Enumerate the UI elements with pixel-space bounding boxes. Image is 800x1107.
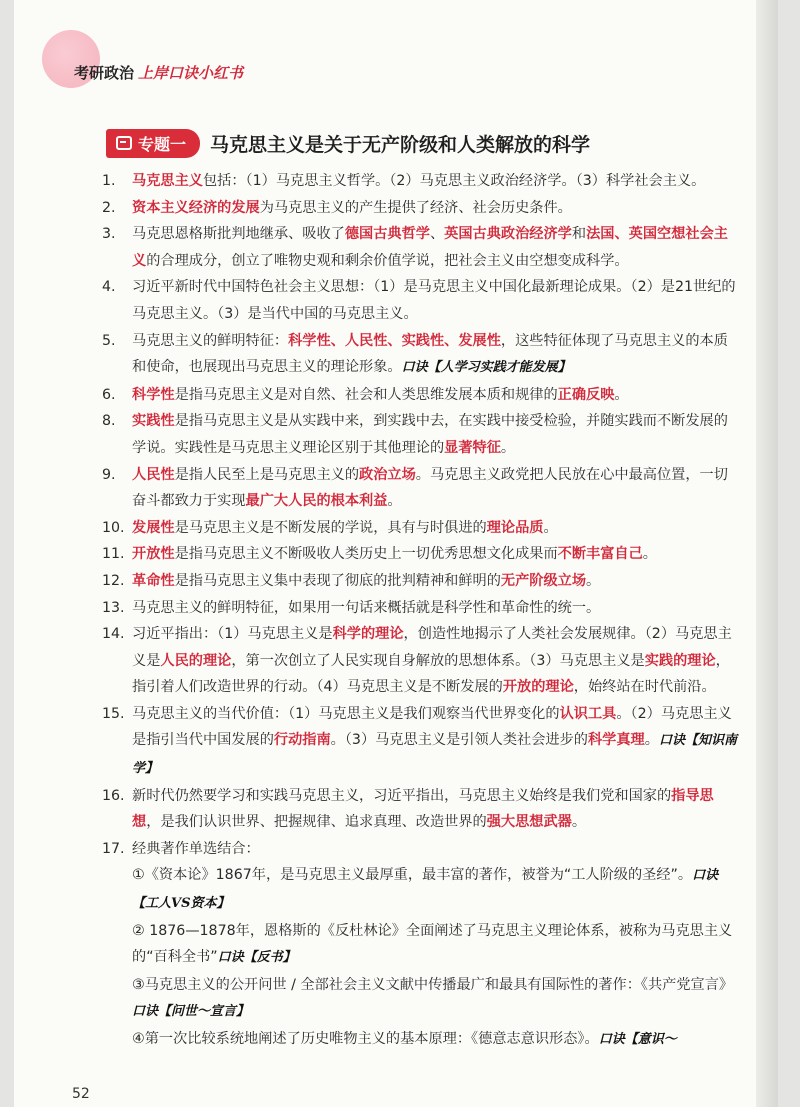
highlight-term: 最广大人民的根本利益 [245, 493, 388, 510]
highlight-term: 无产阶级立场 [500, 572, 587, 589]
item-number: 14. [102, 626, 125, 643]
text-run: 马克思主义的当代价值：（1）马克思主义是我们观察当代世界变化的 [132, 705, 560, 722]
page-edge-shadow [756, 0, 778, 1107]
list-item [102, 541, 742, 568]
text-run: 包括：（1）马克思主义哲学。（2）马克思主义政治经济学。（3）科学社会主义。 [202, 173, 706, 189]
mnemonic: 口诀【反书】 [217, 950, 296, 966]
highlight-term: 人民的理论 [160, 652, 232, 669]
text-run: 是指马克思主义是从实践中来，到实践中去，在实践中接受检验，并随实践而不断发展的学说。实践性是马克思主义理论区别于其他理论的 [132, 413, 728, 456]
highlight-term: 强大思想武器 [486, 814, 572, 831]
text-run: 、 [429, 226, 445, 243]
text-run: ② 1876—1878年，恩格斯的《反杜林论》全面阐述了马克思主义理论体系，被称为马克思主义的“百科全书” [132, 922, 733, 966]
text-run: 。 [571, 814, 587, 831]
text-run: 马克思主义的鲜明特征，如果用一句话来概括就是科学性和革命性的统一。 [132, 599, 601, 616]
text-run: ，始终站在时代前沿。 [573, 679, 716, 696]
item-text [132, 382, 742, 409]
highlight-term: 发展性 [132, 519, 175, 536]
sub-list-item [102, 972, 742, 1026]
mnemonic: 口诀【工人VS资本】 [132, 868, 719, 912]
text-run: 习近平新时代中国特色社会主义思想：（1）是马克思主义中国化最新理论成果。（2）是21世纪的马克思主义。（3）是当代中国的马克思主义。 [132, 279, 736, 322]
list-item [102, 408, 742, 461]
item-text [132, 595, 742, 622]
highlight-term: 德国古典哲学 [344, 226, 430, 243]
highlight-term: 行动指南 [273, 732, 331, 749]
highlight-term: 革命性 [132, 572, 175, 589]
highlight-term: 开放的理论 [502, 679, 574, 696]
item-number: 3. [102, 226, 116, 243]
item-text [132, 541, 742, 568]
highlight-term: 科学真理 [587, 732, 645, 749]
mnemonic: 口诀【人学习实践才能发展】 [401, 360, 571, 376]
book-subtitle: 上岸口诀小红书 [138, 64, 244, 82]
mnemonic: 口诀【意识～ [598, 1032, 677, 1047]
list-item [102, 195, 742, 222]
text-run: 。 [586, 572, 601, 589]
book-header [74, 62, 243, 83]
text-run: 习近平指出：（1）马克思主义是 [132, 626, 333, 643]
text-run: 是指马克思主义不断吸收人类历史上一切优秀思想文化成果而 [174, 546, 558, 563]
item-text [132, 836, 742, 863]
highlight-term: 科学的理论 [332, 626, 404, 643]
text-run: ，指引着人们改造世界的行动。（4）马克思主义是不断发展的 [132, 652, 730, 696]
topic-title: 马克思主义是关于无产阶级和人类解放的科学 [210, 133, 591, 156]
text-run: 。 [387, 493, 402, 510]
page-number: 52 [72, 1086, 90, 1102]
item-number: 11. [102, 546, 125, 563]
item-text [132, 328, 742, 382]
list-item [102, 701, 742, 783]
text-run: 。 [644, 732, 659, 749]
list-item [102, 221, 742, 274]
document-page [14, 0, 778, 1107]
list-item [102, 595, 742, 622]
item-number: 12. [102, 572, 125, 589]
highlight-term: 正确反映 [557, 386, 615, 403]
text-run: 是马克思主义是不断发展的学说，具有与时俱进的 [174, 519, 487, 536]
item-number: 15. [102, 705, 125, 722]
highlight-term: 实践性 [132, 413, 175, 430]
text-run: ，这些特征体现了马克思主义的本质和使命，也展现出马克思主义的理论形象。 [132, 332, 728, 376]
list-item [102, 515, 742, 542]
item-text [132, 783, 742, 836]
item-number: 2. [102, 199, 116, 216]
highlight-term: 马克思主义 [132, 173, 203, 189]
list-item [102, 462, 742, 515]
highlight-term: 显著特征 [444, 439, 501, 456]
highlight-term: 实践的理论 [644, 652, 716, 669]
highlight-term: 指导思想 [132, 787, 714, 831]
topic-badge-label: 专题一 [138, 134, 187, 154]
text-run: ，是我们认识世界、把握规律、追求真理、改造世界的 [146, 814, 487, 831]
highlight-term: 认识工具 [559, 705, 617, 722]
text-run: 新时代仍然要学习和实践马克思主义，习近平指出，马克思主义始终是我们党和国家的 [132, 787, 672, 804]
highlight-term: 科学性 [132, 386, 175, 403]
sub-list-item [102, 1026, 742, 1054]
content-list [102, 168, 742, 1054]
item-number: 8. [102, 413, 116, 430]
highlight-term: 科学性、人民性、实践性、发展性 [288, 332, 501, 349]
book-title: 考研政治 [74, 64, 135, 82]
list-item [102, 836, 742, 863]
item-text [132, 195, 742, 222]
item-text [132, 221, 742, 274]
text-run: 。 [614, 386, 629, 403]
text-run: 和 [571, 226, 587, 243]
item-number: 9. [102, 466, 116, 483]
text-run: 马克思主义的鲜明特征： [132, 332, 289, 349]
text-run: 。马克思主义政党把人民放在心中最高位置，一切奋斗都致力于实现 [132, 466, 728, 510]
text-run: 经典著作单选结合： [132, 840, 260, 857]
topic-badge [106, 129, 200, 158]
mnemonic: 口诀【问世～宣言】 [132, 1004, 250, 1020]
text-run: 马克思恩格斯批判地继承、吸收了 [132, 226, 345, 243]
highlight-term: 资本主义经济的发展 [132, 199, 260, 216]
topic-heading [106, 128, 590, 158]
item-text [132, 462, 742, 515]
item-number: 17. [102, 840, 125, 857]
item-number: 1. [102, 173, 116, 189]
sub-list-item [102, 862, 742, 917]
text-run: 的合理成分，创立了唯物史观和剩余价值学说，把社会主义由空想变成科学。 [146, 252, 629, 269]
text-run: 是指人民至上是马克思主义的 [174, 466, 360, 483]
item-text [132, 621, 742, 701]
text-run: 。 [500, 439, 516, 456]
list-item [102, 328, 742, 382]
text-run: 。（3）马克思主义是引领人类社会进步的 [330, 732, 588, 749]
topic-icon [116, 136, 132, 150]
list-item [102, 568, 742, 595]
text-run: ，第一次创立了人民实现自身解放的思想体系。（3）马克思主义是 [231, 652, 645, 669]
text-run: 是指马克思主义集中表现了彻底的批判精神和鲜明的 [174, 572, 501, 589]
text-run: 为马克思主义的产生提供了经济、社会历史条件。 [259, 199, 572, 216]
highlight-term: 开放性 [132, 546, 175, 563]
item-text [132, 701, 742, 783]
list-item [102, 274, 742, 327]
text-run: ③马克思主义的公开问世 / 全部社会主义文献中传播最广和最具有国际性的著作：《共产党宣言》 [132, 976, 734, 993]
item-number: 6. [102, 386, 116, 403]
item-text [132, 515, 742, 542]
item-text [132, 168, 742, 195]
text-run: ，创造性地揭示了人类社会发展规律。（2）马克思主义是 [132, 626, 732, 669]
item-number: 4. [102, 279, 116, 296]
text-run: 。（2）马克思主义是指引当代中国发展的 [132, 705, 732, 749]
text-run: 是指马克思主义是对自然、社会和人类思维发展本质和规律的 [174, 386, 558, 403]
list-item [102, 621, 742, 701]
list-item [102, 168, 742, 195]
item-number: 5. [102, 332, 116, 349]
highlight-term: 法国、英国空想社会主义 [132, 226, 728, 269]
item-text [132, 274, 742, 327]
highlight-term: 英国古典政治经济学 [444, 226, 572, 243]
list-item [102, 783, 742, 836]
text-run: ①《资本论》1867年，是马克思主义最厚重，最丰富的著作，被誉为“工人阶级的圣经”。 [132, 867, 693, 884]
item-number: 16. [102, 787, 125, 804]
list-item [102, 382, 742, 409]
item-text [132, 408, 742, 461]
highlight-term: 人民性 [132, 466, 175, 483]
text-run: ④第一次比较系统地阐述了历史唯物主义的基本原理：《德意志意识形态》。 [132, 1031, 599, 1047]
mnemonic: 口诀【知识南学】 [132, 733, 737, 777]
highlight-term: 理论品质 [486, 519, 544, 536]
text-run: 。 [642, 546, 657, 563]
item-text [132, 568, 742, 595]
item-number: 10. [102, 519, 125, 536]
highlight-term: 政治立场 [359, 466, 416, 483]
highlight-term: 不断丰富自己 [557, 546, 643, 563]
sub-list-item [102, 918, 742, 972]
text-run: 。 [543, 519, 558, 536]
item-number: 13. [102, 599, 125, 616]
